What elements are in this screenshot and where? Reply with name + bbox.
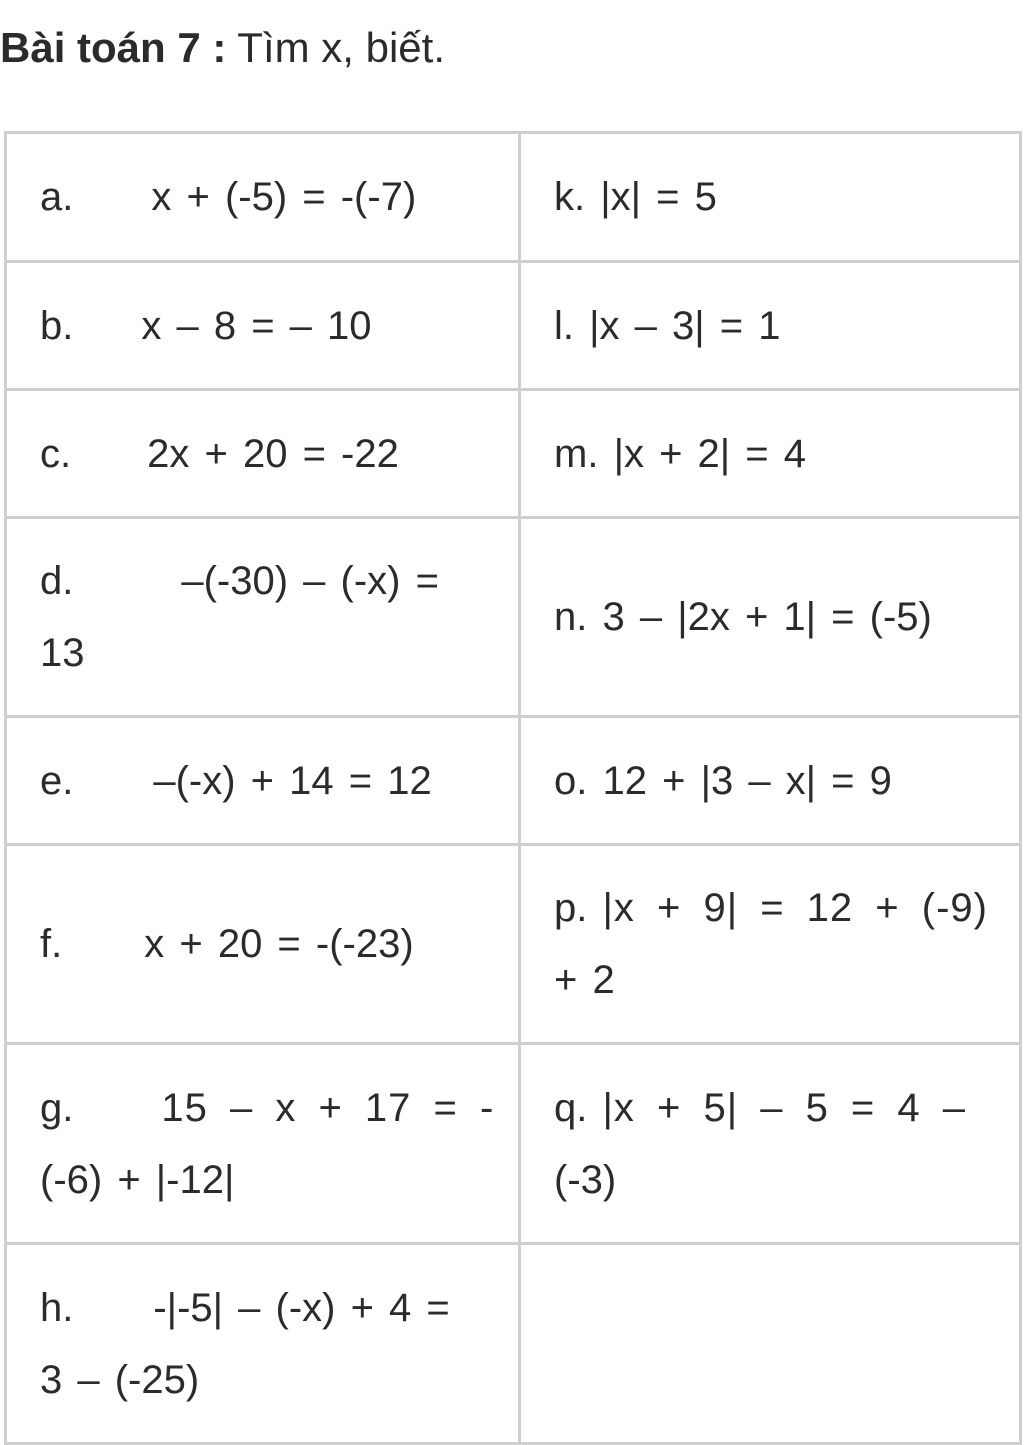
page-title: [0, 22, 445, 74]
exercise-label: p.: [554, 886, 588, 930]
exercise-expression-continued: 3 – (-25): [40, 1357, 200, 1402]
exercise-expression: |x + 2| = 4: [613, 431, 807, 476]
exercise-label: m.: [554, 431, 599, 476]
exercise-label: a.: [40, 175, 74, 219]
exercise-label: e.: [40, 758, 74, 803]
exercise-cell-c: [6, 390, 520, 518]
exercise-expression: |x| = 5: [600, 175, 717, 219]
table-row: [6, 133, 1021, 262]
exercise-label: h.: [40, 1285, 74, 1330]
exercise-table: [4, 131, 1022, 1445]
exercise-cell-p: [520, 845, 1021, 1044]
table-row: [6, 717, 1021, 845]
exercise-cell-a: [6, 133, 520, 262]
exercise-label: l.: [554, 303, 574, 348]
exercise-cell-n: [520, 518, 1021, 717]
exercise-label: q.: [554, 1085, 588, 1130]
exercise-expression-continued: (-6) + |-12|: [40, 1157, 235, 1202]
exercise-cell-h: [6, 1244, 520, 1444]
table-row: [6, 518, 1021, 717]
exercise-expression: –(-x) + 14 = 12: [153, 758, 432, 803]
table-row: [6, 1244, 1021, 1444]
exercise-cell-o: [520, 717, 1021, 845]
exercise-label: o.: [554, 758, 588, 803]
exercise-expression: x + 20 = -(-23): [144, 922, 414, 966]
exercise-label: d.: [40, 559, 74, 603]
exercise-label: n.: [554, 595, 588, 639]
exercise-expression: x + (-5) = -(-7): [151, 175, 417, 219]
exercise-label: b.: [40, 303, 74, 348]
exercise-expression: -|-5| – (-x) + 4 =: [153, 1285, 450, 1330]
exercise-cell-empty: [520, 1244, 1021, 1444]
exercise-expression: 3 – |2x + 1| = (-5): [602, 595, 932, 639]
exercise-cell-e: [6, 717, 520, 845]
exercise-label: c.: [40, 431, 72, 476]
exercise-expression: |x + 9| = 12 + (-9): [602, 886, 988, 930]
exercise-expression-continued: 13: [40, 631, 85, 675]
exercise-cell-k: [520, 133, 1021, 262]
exercise-cell-d: [6, 518, 520, 717]
table-row: [6, 1044, 1021, 1244]
exercise-cell-b: [6, 262, 520, 390]
exercise-cell-q: [520, 1044, 1021, 1244]
exercise-expression: 15 – x + 17 = -: [161, 1085, 495, 1130]
table-row: [6, 390, 1021, 518]
exercise-cell-l: [520, 262, 1021, 390]
exercise-expression: 12 + |3 – x| = 9: [602, 758, 892, 803]
exercise-label: k.: [554, 175, 586, 219]
exercise-cell-g: [6, 1044, 520, 1244]
exercise-expression: x – 8 = – 10: [141, 303, 372, 348]
exercise-expression-continued: + 2: [554, 958, 615, 1002]
title-bold: Bài toán 7 :: [0, 24, 227, 71]
title-rest: Tìm x, biết.: [226, 24, 445, 71]
table-row: [6, 845, 1021, 1044]
exercise-expression: |x – 3| = 1: [589, 303, 781, 348]
exercise-label: f.: [40, 922, 63, 966]
exercise-label: g.: [40, 1085, 74, 1130]
exercise-expression-continued: (-3): [554, 1157, 617, 1202]
exercise-expression: –(-30) – (-x) =: [181, 559, 439, 603]
exercise-expression: |x + 5| – 5 = 4 –: [602, 1085, 967, 1130]
exercise-cell-m: [520, 390, 1021, 518]
exercise-cell-f: [6, 845, 520, 1044]
exercise-expression: 2x + 20 = -22: [147, 431, 399, 476]
table-row: [6, 262, 1021, 390]
